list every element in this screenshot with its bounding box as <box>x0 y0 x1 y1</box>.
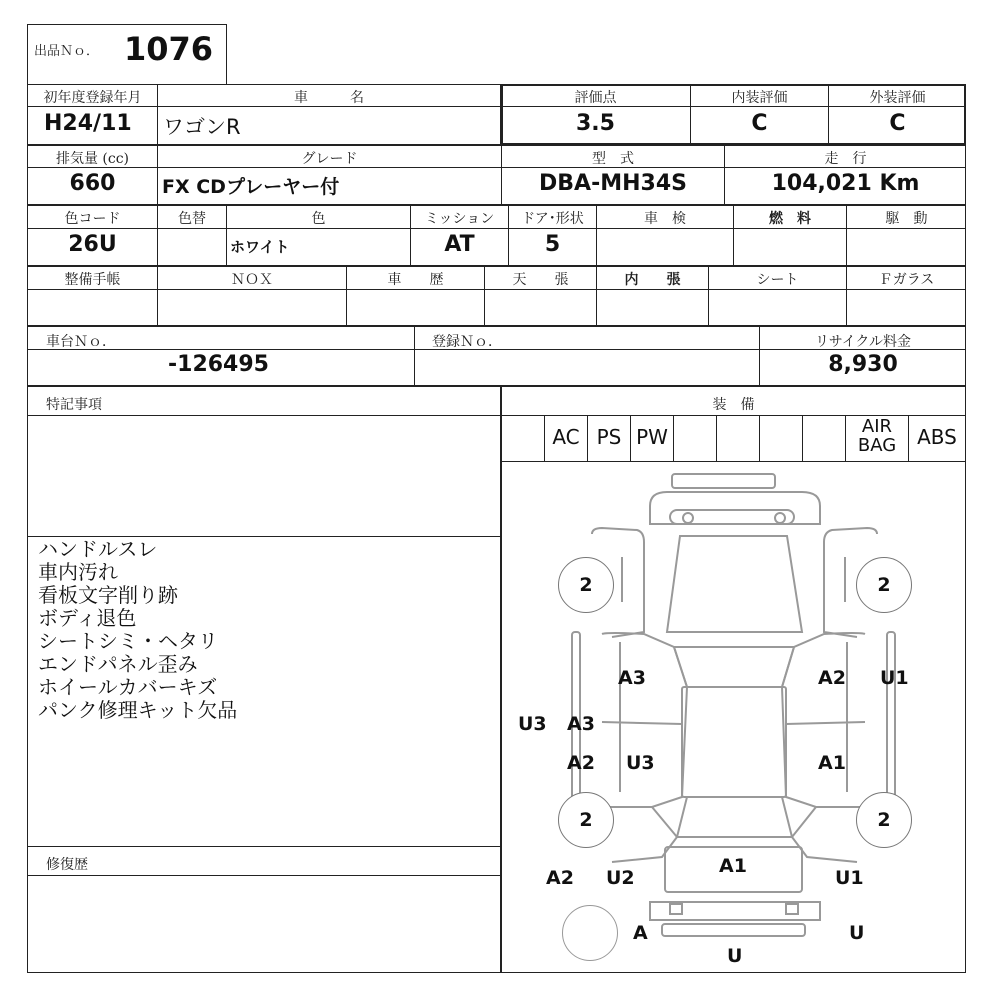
mission-value: AT <box>444 232 475 257</box>
color-label: 色 <box>311 211 326 227</box>
color-value: ホワイト <box>230 238 290 256</box>
chassis-number-value: -126495 <box>168 352 269 377</box>
tire-front-right: 2 <box>856 557 912 613</box>
front-glass-label: Ｆガラス <box>878 272 935 288</box>
remarks-label: 特記事項 <box>46 397 102 413</box>
door-label: ドア･形状 <box>521 211 584 227</box>
chassis-number-label: 車台Ｎｏ． <box>46 334 116 350</box>
interior-grade-value: C <box>751 111 768 136</box>
interior-trim-label: 内 張 <box>624 272 681 288</box>
fuel-label: 燃 料 <box>769 211 811 227</box>
equip-abs: ABS <box>917 425 957 449</box>
exterior-grade-value: C <box>889 111 906 136</box>
damage-mark: U <box>727 945 743 967</box>
lot-number-label: 出品Ｎｏ． <box>34 44 100 59</box>
damage-mark: A3 <box>618 667 646 689</box>
damage-mark: A <box>633 922 648 944</box>
damage-mark: U1 <box>835 867 864 889</box>
mission-label: ミッション <box>424 211 495 227</box>
remarks-list <box>38 538 488 722</box>
headliner-label: 天 張 <box>512 272 569 288</box>
car-name-value: ワゴンR <box>163 115 241 139</box>
inspection-label: 車 検 <box>644 211 686 227</box>
remark-line: 看板文字削り跡 <box>38 583 178 607</box>
damage-mark: U <box>849 922 865 944</box>
damage-mark: A3 <box>567 713 595 735</box>
damage-mark: U3 <box>518 713 547 735</box>
remark-line: ホイールカバーキズ <box>38 675 218 699</box>
displacement-value: 660 <box>69 171 116 196</box>
tire-rear-left: 2 <box>558 792 614 848</box>
repaint-label: 色替 <box>178 211 206 227</box>
tire-rear-right: 2 <box>856 792 912 848</box>
grade-value: FX CDプレーヤー付 <box>162 176 340 198</box>
damage-mark: A1 <box>719 855 747 877</box>
score-value: 3.5 <box>576 111 615 136</box>
equip-ac: AC <box>552 425 580 449</box>
recycle-fee-value: 8,930 <box>828 352 898 377</box>
equip-airbag: AIR BAG <box>857 416 897 456</box>
exterior-grade-label: 外装評価 <box>869 90 926 106</box>
model-label: 型 式 <box>592 151 634 167</box>
remark-line: パンク修理キット欠品 <box>38 698 238 722</box>
nox-label: ＮＯＸ <box>231 272 273 288</box>
damage-mark: A2 <box>567 752 595 774</box>
damage-mark: U3 <box>626 752 655 774</box>
equip-pw: PW <box>636 425 668 449</box>
reg-date-value: H24/11 <box>44 111 132 136</box>
mileage-label: 走 行 <box>824 151 867 167</box>
interior-grade-label: 内装評価 <box>731 90 788 106</box>
seat-label: シート <box>756 272 799 288</box>
spare-tire-icon <box>562 905 618 961</box>
remark-line: シートシミ・ヘタリ <box>38 629 218 653</box>
remark-line: ボディ退色 <box>38 606 137 630</box>
color-code-label: 色コード <box>64 211 121 227</box>
repair-history-label: 修復歴 <box>46 857 88 873</box>
vehicle-history-label: 車 歴 <box>387 272 444 288</box>
color-code-value: 26U <box>68 232 117 257</box>
model-value: DBA-MH34S <box>539 171 687 196</box>
damage-mark: A2 <box>818 667 846 689</box>
maintenance-book-label: 整備手帳 <box>64 272 121 288</box>
damage-mark: A2 <box>546 867 574 889</box>
registration-number-label: 登録Ｎｏ． <box>432 334 502 350</box>
reg-date-label: 初年度登録年月 <box>43 90 142 106</box>
grade-label: グレード <box>301 151 358 167</box>
score-label: 評価点 <box>574 90 617 106</box>
tire-front-left: 2 <box>558 557 614 613</box>
recycle-fee-label: リサイクル料金 <box>814 334 912 350</box>
damage-mark: U2 <box>606 867 635 889</box>
drive-label: 駆 動 <box>885 211 928 227</box>
equip-ps: PS <box>596 425 622 449</box>
lot-number: 1076 <box>124 30 214 68</box>
remark-line: 車内汚れ <box>38 560 118 584</box>
remark-line: ハンドルスレ <box>38 537 158 561</box>
displacement-label: 排気量 (cc) <box>55 151 130 167</box>
equipment-label: 装 備 <box>712 397 755 413</box>
door-value: 5 <box>544 232 561 257</box>
remark-line: エンドパネル歪み <box>38 652 198 676</box>
car-name-label: 車 名 <box>294 90 364 106</box>
damage-mark: U1 <box>880 667 909 689</box>
mileage-value: 104,021 Km <box>771 171 920 196</box>
damage-mark: A1 <box>818 752 846 774</box>
